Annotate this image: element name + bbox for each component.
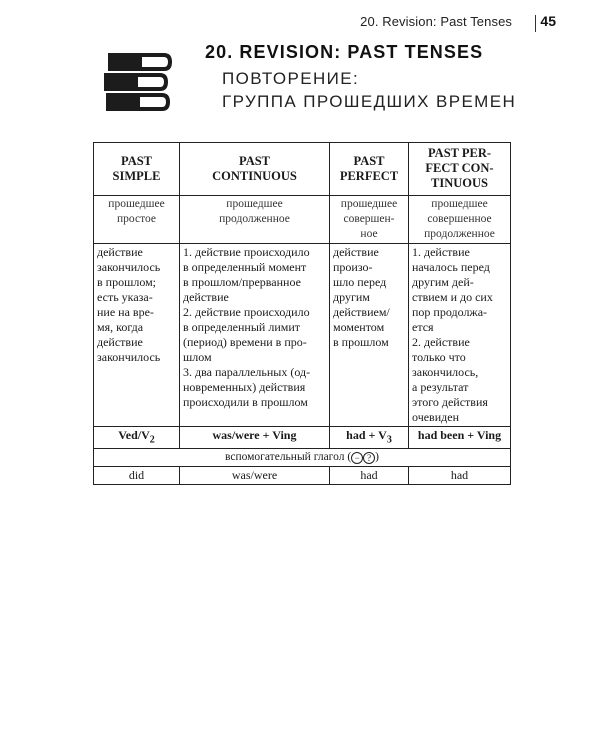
aux-past-perfect-continuous: had xyxy=(409,467,511,485)
usage-past-perfect-continuous: 1. действие началось перед другим дей- ствием и до сих пор продолжа- ется 2. действие только что закончилось, а результат этого действия очевиден xyxy=(409,244,511,427)
usage-past-continuous: 1. действие происходило в определенный момент в прошлом/прерванное действие 2. действие происходило в определенный лимит (период) времени в про- шлом 3. два параллельных (од- новременных) действия происходили в прошлом xyxy=(180,244,330,427)
question-circle-icon: ? xyxy=(363,452,375,464)
title-russian-line1: ПОВТОРЕНИЕ: xyxy=(222,69,360,88)
formula-past-perfect: had + $V_3$ xyxy=(330,427,409,449)
aux-verb-label: вспомогательный глагол ( − ? ) xyxy=(94,449,511,467)
usage-past-simple: действие закончилось в прошлом; есть указа- ние на вре- мя, когда действие закончилось xyxy=(94,244,180,427)
page-number: 45 xyxy=(540,13,556,29)
aux-past-simple: did xyxy=(94,467,180,485)
table-row-usage xyxy=(94,244,511,427)
title-russian xyxy=(222,67,516,113)
header-past-simple: PAST SIMPLE xyxy=(94,143,180,196)
header-past-perfect: PAST PERFECT xyxy=(330,143,409,196)
title-english: 20. REVISION: PAST TENSES xyxy=(205,42,484,62)
usage-past-perfect: действие произо- шло перед другим действием/ моментом в прошлом xyxy=(330,244,409,427)
ru-name-past-continuous: прошедшее продолженное xyxy=(180,196,330,244)
aux-past-continuous: was/were xyxy=(180,467,330,485)
formula-past-continuous: was/were + Ving xyxy=(180,427,330,449)
past-tenses-table xyxy=(93,142,511,485)
ru-name-past-perfect: прошедшее совершен- ное xyxy=(330,196,409,244)
header-divider xyxy=(535,15,536,32)
ru-name-past-simple: прошедшее простое xyxy=(94,196,180,244)
aux-past-perfect: had xyxy=(330,467,409,485)
books-stack-icon xyxy=(100,45,176,115)
table-row-aux xyxy=(94,467,511,485)
table-row-formula xyxy=(94,427,511,449)
formula-past-simple: Ved/$V_2$ xyxy=(94,427,180,449)
ru-name-past-perfect-continuous: прошедшее совершенное продолженное xyxy=(409,196,511,244)
formula-past-perfect-continuous: had been + Ving xyxy=(409,427,511,449)
table-row-russian-names xyxy=(94,196,511,244)
minus-circle-icon: − xyxy=(351,452,363,464)
running-title: 20. Revision: Past Tenses xyxy=(360,14,512,29)
table-header-row xyxy=(94,143,511,196)
title-russian-line2: ГРУППА ПРОШЕДШИХ ВРЕМЕН xyxy=(222,92,517,111)
header-past-continuous: PAST CONTINUOUS xyxy=(180,143,330,196)
table-row-aux-label xyxy=(94,449,511,467)
header-past-perfect-continuous: PAST PER- FECT CON- TINUOUS xyxy=(409,143,511,196)
running-head xyxy=(360,14,512,29)
